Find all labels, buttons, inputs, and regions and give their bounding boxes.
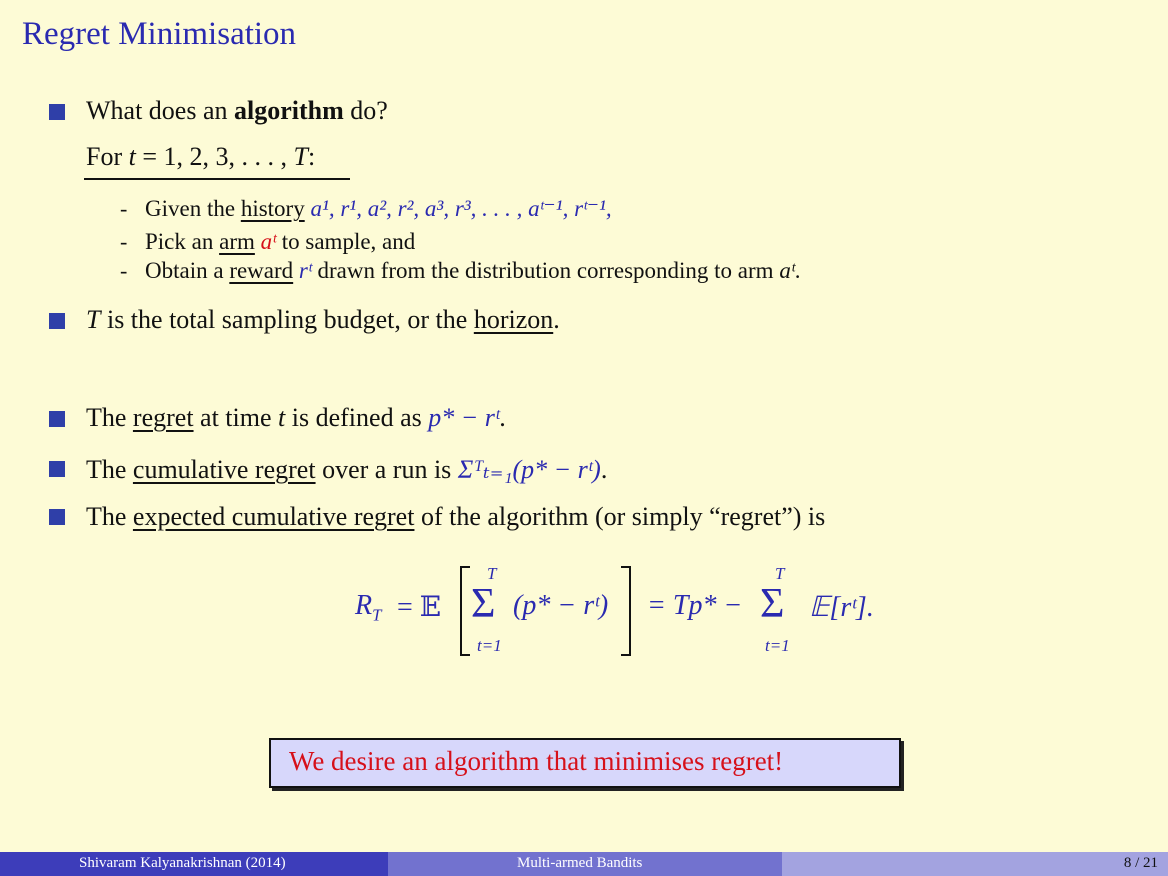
formula-lhs: $R_T$ — [355, 590, 382, 625]
rhs-sum-top: T — [775, 564, 785, 583]
left-bracket — [460, 566, 470, 656]
sum-bottom: t=1 — [477, 636, 502, 655]
for-line-underline — [84, 178, 350, 180]
for-loop-line: For t = 1, 2, 3, . . . , T: — [86, 142, 316, 171]
formula-eq: = 𝔼 — [397, 592, 442, 623]
bullet-regret: The regret at time t is defined as p* − rᵗ. — [86, 403, 506, 432]
arm-link: arm — [219, 229, 255, 254]
history-link: history — [240, 196, 305, 221]
sub-dash-2: - — [120, 229, 128, 254]
bullet-square-icon — [49, 313, 65, 329]
rhs-sum-bottom: t=1 — [765, 636, 790, 655]
bullet-horizon: T is the total sampling budget, or the horizon. — [86, 305, 560, 334]
regret-formula — [355, 560, 895, 660]
bullet-algorithm: What does an algorithm do? — [86, 96, 388, 125]
horizon-link: horizon — [473, 305, 554, 334]
footer-page-section — [782, 852, 1168, 876]
footer-title-section — [388, 852, 782, 876]
sub-item-history: Given the history a¹, r¹, a², r², a³, r³, . . . , aᵗ⁻¹, rᵗ⁻¹, — [145, 196, 612, 221]
sub-item-arm: Pick an arm aᵗ to sample, and — [145, 229, 416, 254]
right-bracket — [621, 566, 631, 656]
footer-author-section — [0, 852, 388, 876]
bullet-square-icon — [49, 509, 65, 525]
algorithm-bold: algorithm — [234, 96, 344, 125]
footer-title: Multi-armed Bandits — [517, 855, 643, 871]
formula-rhs: = Tp* − — [647, 590, 743, 621]
footer-author: Shivaram Kalyanakrishnan (2014) — [79, 855, 286, 871]
rhs-sum-symbol-icon: Σ — [760, 581, 785, 627]
regret-link: regret — [132, 403, 194, 432]
reward-link: reward — [229, 258, 294, 283]
sum-symbol-icon: Σ — [471, 581, 496, 627]
bullet-square-icon — [49, 411, 65, 427]
rhs-tail: 𝔼[rᵗ]. — [809, 592, 874, 623]
sub-item-reward: Obtain a reward rᵗ drawn from the distribution corresponding to arm aᵗ. — [145, 258, 801, 283]
callout-text: We desire an algorithm that minimises regret! — [289, 746, 784, 776]
sub-dash-3: - — [120, 258, 128, 283]
expected-cumulative-regret-link: expected cumulative regret — [132, 502, 415, 531]
bullet-cumulative-regret: The cumulative regret over a run is Σᵀₜ₌₁(p* − rᵗ). — [86, 455, 608, 484]
footer-page-number: 8 / 21 — [1123, 855, 1158, 871]
formula-inner: (p* − rᵗ) — [513, 590, 609, 621]
slide-title: Regret Minimisation — [22, 16, 297, 52]
cumulative-regret-link: cumulative regret — [132, 455, 316, 484]
sub-dash-1: - — [120, 196, 128, 221]
callout-box — [269, 738, 901, 788]
bullet-square-icon — [49, 104, 65, 120]
sum-top: T — [487, 564, 497, 583]
bullet-square-icon — [49, 461, 65, 477]
bullet-expected-regret: The expected cumulative regret of the algorithm (or simply “regret”) is — [86, 502, 826, 531]
footer-bar — [0, 852, 1168, 876]
